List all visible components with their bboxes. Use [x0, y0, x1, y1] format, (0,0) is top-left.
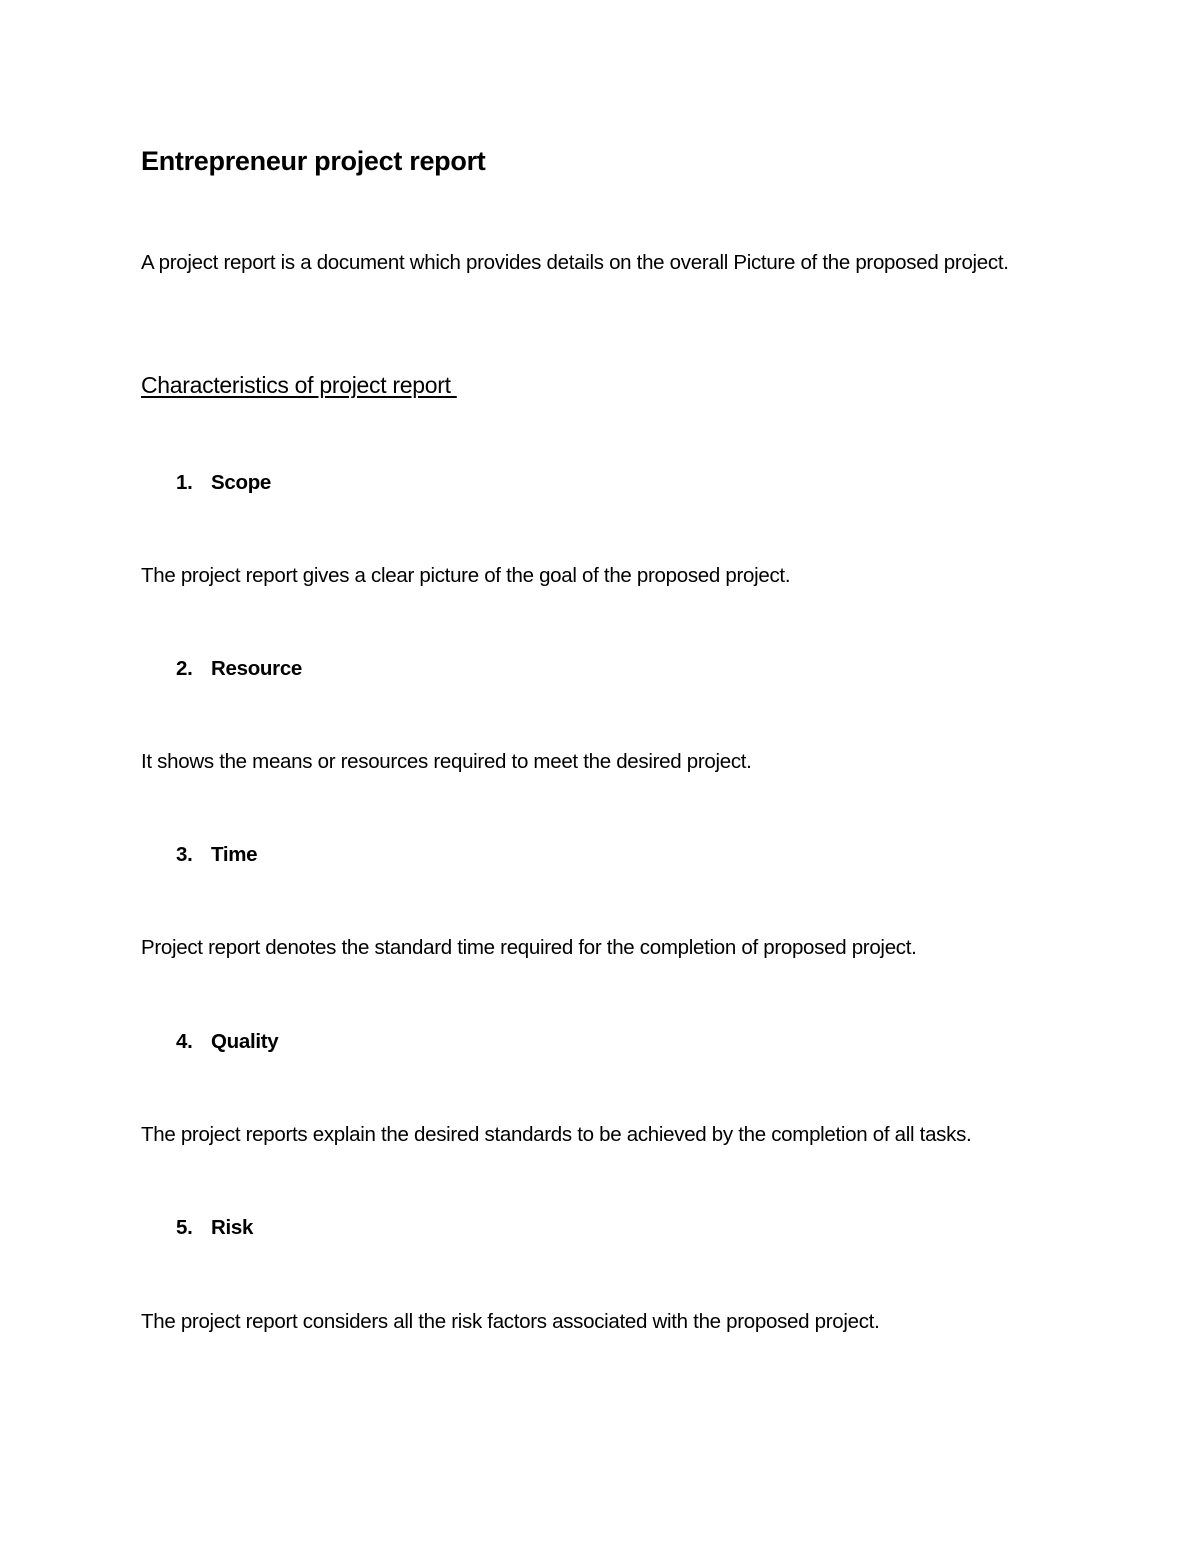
list-item-number: 4. — [176, 1030, 193, 1053]
list-item-title-scope — [176, 471, 271, 495]
list-item-title-resource — [176, 657, 302, 681]
list-item-label: Resource — [211, 657, 303, 680]
list-item-number: 1. — [176, 471, 193, 494]
intro-paragraph: A project report is a document which provides details on the overall Picture of the proposed project. — [141, 251, 1009, 274]
section-heading: Characteristics of project report — [141, 372, 457, 398]
list-item-title-risk — [176, 1216, 253, 1240]
list-item-label: Quality — [211, 1030, 279, 1053]
list-item-title-quality — [176, 1030, 278, 1054]
list-item-number: 2. — [176, 657, 193, 680]
list-item-description-quality: The project reports explain the desired standards to be achieved by the completion of all tasks. — [141, 1123, 972, 1146]
list-item-label: Time — [211, 843, 258, 866]
list-item-number: 3. — [176, 843, 193, 866]
list-item-label: Scope — [211, 471, 272, 494]
list-item-label: Risk — [211, 1216, 254, 1239]
list-item-number: 5. — [176, 1216, 193, 1239]
list-item-description-resource: It shows the means or resources required to meet the desired project. — [141, 750, 752, 773]
list-item-description-time: Project report denotes the standard time required for the completion of proposed project. — [141, 936, 917, 959]
list-item-description-scope: The project report gives a clear picture of the goal of the proposed project. — [141, 564, 791, 587]
list-item-title-time — [176, 843, 257, 867]
document-title: Entrepreneur project report — [141, 146, 486, 176]
list-item-description-risk: The project report considers all the risk factors associated with the proposed project. — [141, 1310, 880, 1333]
